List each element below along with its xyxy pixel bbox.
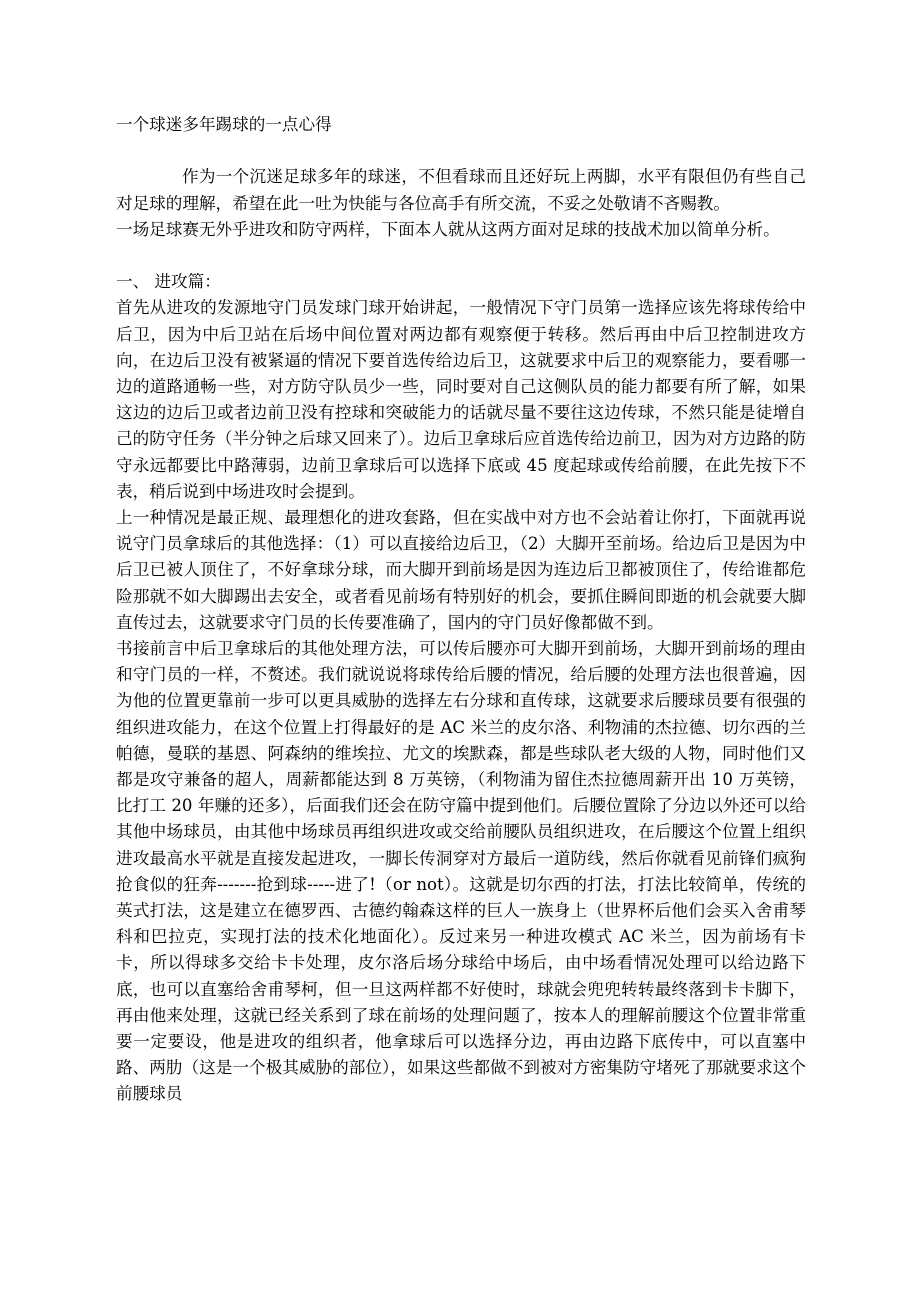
intro-paragraph: 作为一个沉迷足球多年的球迷，不但看球而且还好玩上两脚，水平有限但仍有些自己对足球的理解，希望在此一吐为快能与各位高手有所交流，不妥之处敬请不吝赐教。: [116, 167, 806, 213]
body-paragraph-goalkeeper-options: 上一种情况是最正规、最理想化的进攻套路，但在实战中对方也不会站着让你打，下面就再说说守门员拿球后的其他选择：（1）可以直接给边后卫，（2）大脚开至前场。给边后卫是因为中后卫已被人顶住了，不好拿球分球，而大脚开到前场是因为连边后卫都被顶住了，传给谁都危险那就不如大脚踢出去安全，或者看见前场有特别好的机会，要抓住瞬间即逝的机会就要大脚直传过去，这就要求守门员的长传要准确了，国内的守门员好像都做不到。: [116, 508, 806, 632]
body-paragraph-goalkeeper-start: 首先从进攻的发源地守门员发球门球开始讲起，一般情况下守门员第一选择应该先将球传给中后卫，因为中后卫站在后场中间位置对两边都有观察便于转移。然后再由中后卫控制进攻方向，在边后卫没有被紧逼的情况下要首选传给边后卫，这就要求中后卫的观察能力，要看哪一边的道路通畅一些，对方防守队员少一些，同时要对自己这侧队员的能力都要有所了解，如果这边的边后卫或者边前卫没有控球和突破能力的话就尽量不要往这边传球，不然只能是徒增自己的防守任务（半分钟之后球又回来了）。边后卫拿球后应首选传给边前卫，因为对方边路的防守永远都要比中路薄弱，边前卫拿球后可以选择下底或 45 度起球或传给前腰，在此先按下不表，稍后说到中场进攻时会提到。: [116, 298, 806, 501]
paragraph-spacer: [116, 243, 806, 269]
document-title: 一个球迷多年踢球的一点心得: [116, 115, 332, 134]
overview-paragraph: 一场足球赛无外乎进攻和防守两样，下面本人就从这两方面对足球的技战术加以简单分析。: [116, 219, 780, 239]
body-paragraph-center-back-options: 书接前言中后卫拿球后的其他处理方法，可以传后腰亦可大脚开到前场，大脚开到前场的理由和守门员的一样，不赘述。我们就说说将球传给后腰的情况，给后腰的处理方法也很普遍，因为他的位置更靠前一步可以更具威胁的选择左右分球和直传球，这就要求后腰球员要有很强的组织进攻能力，在这个位置上打得最好的是 AC 米兰的皮尔洛、利物浦的杰拉德、切尔西的兰帕德，曼联的基恩、阿森纳的维埃拉、尤文的埃默森，都是些球队老大级的人物，同时他们又都是攻守兼备的超人，周薪都能达到 8 万英镑，（利物浦为留住杰拉德周薪开出 10 万英镑，比打工 20 年赚的还多），后面我们还会在防守篇中提到他们。后腰位置除了分边以外还可以给其他中场球员，由其他中场球员再组织进攻或交给前腰队员组织进攻，在后腰这个位置上组织进攻最高水平就是直接发起进攻，一脚长传洞穿对方最后一道防线，然后你就看见前锋们疯狗抢食似的狂奔-------抢到球-----进了!（or not）。这就是切尔西的打法，打法比较简单，传统的英式打法，这是建立在德罗西、古德约翰森这样的巨人一族身上（世界杯后他们会买入舍甫琴科和巴拉克，实现打法的技术化地面化）。反过来另一种进攻模式 AC 米兰，因为前场有卡卡，所以得球多交给卡卡处理，皮尔洛后场分球给中场后，由中场看情况处理可以给边路下底，也可以直塞给舍甫琴柯，但一旦这两样都不好使时，球就会兜兜转转最终落到卡卡脚下，再由他来处理，这就已经关系到了球在前场的处理问题了，按本人的理解前腰这个位置非常重要一定要设，他是进攻的组织者，他拿球后可以选择分边，再由边路下底传中，可以直塞中路、两肋（这是一个极其威胁的部位），如果这些都做不到被对方密集防守堵死了那就要求这个前腰球员: [116, 639, 806, 1104]
section-heading-attack: 一、 进攻篇：: [116, 272, 221, 292]
document-page: [116, 112, 806, 1108]
